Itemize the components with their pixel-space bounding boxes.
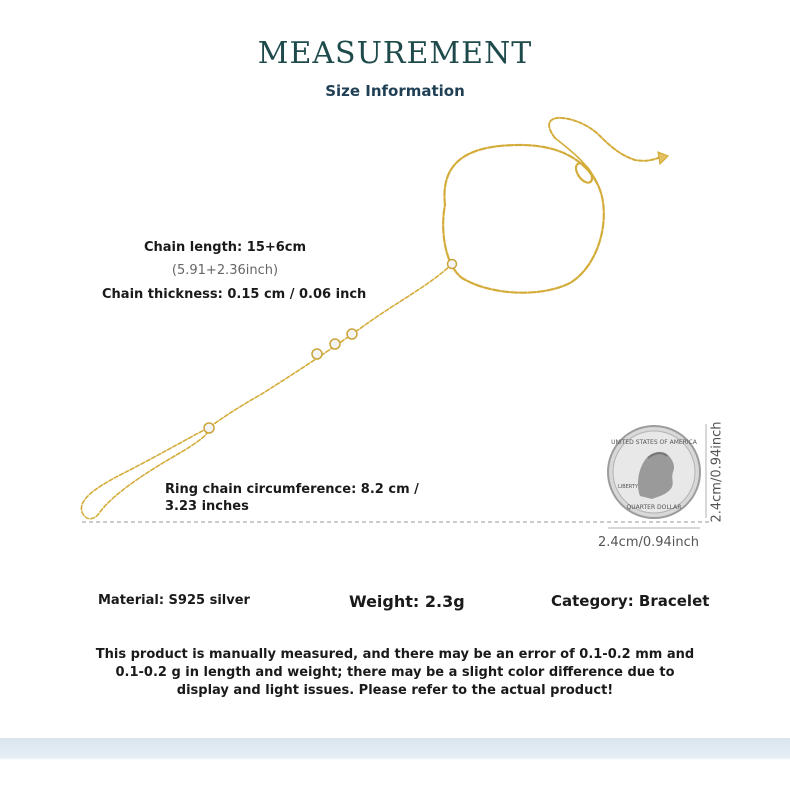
page-subtitle: Size Information [325, 82, 465, 100]
page-title: MEASUREMENT [257, 36, 533, 71]
coin-legend-liberty: LIBERTY [617, 484, 639, 490]
stone-1 [347, 329, 357, 339]
weight-label: Weight: 2.3g [349, 592, 465, 611]
stone-3 [312, 349, 322, 359]
ring-circumference-label: Ring chain circumference: 8.2 cm / 3.23 inches [165, 482, 419, 514]
coin-legend-top: UNITED STATES OF AMERICA [611, 439, 697, 446]
coin-legend-bottom: QUARTER DOLLAR [626, 504, 682, 511]
chain-thickness-label: Chain thickness: 0.15 cm / 0.06 inch [102, 287, 367, 302]
disclaimer-text: This product is manually measured, and there may be an error of 0.1-0.2 mm and 0.1-0.2 g in length and weight; there may be a slight color difference due to display and light issues. Please refer to the actual product! [95, 647, 695, 698]
material-label: Material: S925 silver [98, 593, 250, 608]
stone-junction [448, 260, 457, 269]
bracelet-chain [81, 118, 668, 519]
footer-band [0, 738, 790, 790]
coin-width-label: 2.4cm/0.94inch [598, 535, 700, 550]
category-label: Category: Bracelet [551, 592, 710, 610]
stone-ring [204, 423, 214, 433]
coin-height-label: 2.4cm/0.94inch [709, 421, 725, 523]
chain-length-label: Chain length: 15+6cm [143, 240, 307, 255]
chain-length-inch-label: (5.91+2.36inch) [171, 263, 279, 278]
crystal-stones [204, 260, 457, 434]
stone-2 [330, 339, 340, 349]
